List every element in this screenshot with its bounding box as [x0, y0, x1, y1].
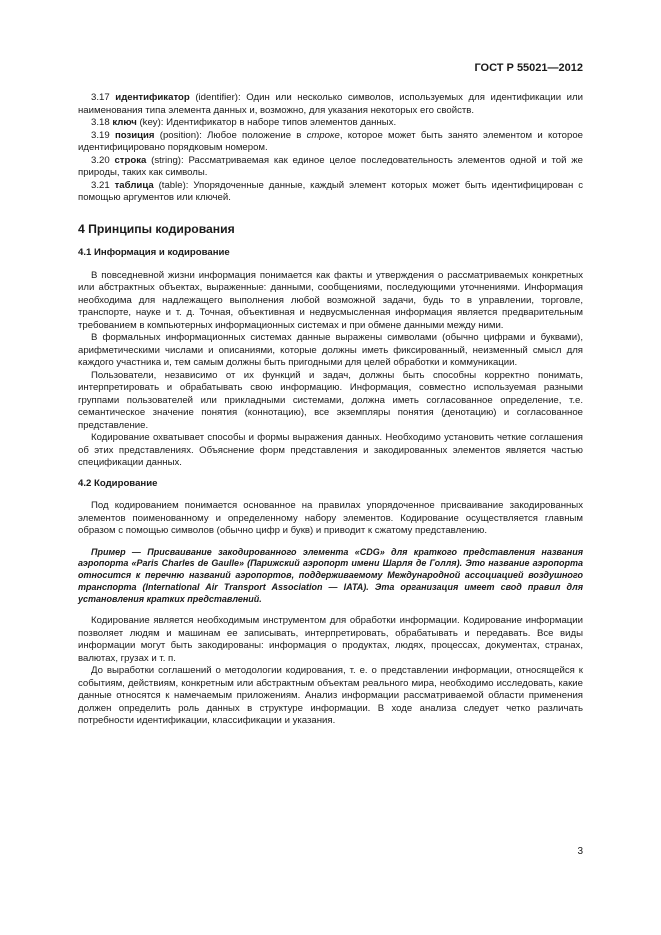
definition-text: (string): Рассматриваемая как единое целое последовательность элементов одной и той же природы, таких как символы. [78, 154, 583, 178]
example-text: Пример — Присваивание закодированного элемента «CDG» для краткого представления названия аэропорта «Paris Charles de Gaulle» (Парижский аэропорт имени Шарля де Голля). Это название аэропорта относится к перечню названий аэропортов, поддерживаемому Международной ассоциацией воздушного транспорта (International Air Transport Association — IATA). Эта организация имеет свод правил для установления кратких представлений. [78, 546, 583, 604]
definition-text: , которое может быть занято элементом и которое идентифицировано порядковым номером. [78, 129, 583, 153]
definition-3-18 [78, 117, 583, 130]
paragraph: Кодирование охватывает способы и формы выражения данных. Необходимо установить четкие соглашения об этих представлениях. Объяснение форм представления и закодированных элементов является частью спецификации данных. [78, 432, 583, 468]
definition-text: (identifier): Один или несколько символов, используемых для идентификации или наименования типа элемента данных и, возможно, для указания некоторых его свойств. [78, 92, 583, 116]
paragraph: В повседневной жизни информация понимается как факты и утверждения о рассматриваемых конкретных или абстрактных объектах, выраженные: данными, сообщениями, последующими уточнениями. Информация необходима для надлежащего выполнения любой возможной задачи, будь то в управлении, торговле, транспорте, науке и т. д. Точная, объективная и недвусмысленная информация является предварительным требованием в компьютерных информационных системах и при обмене данными между ними. [78, 269, 583, 331]
definition-text: (key): Идентификатор в наборе типов элементов данных. [136, 117, 397, 128]
paragraph: В формальных информационных системах данные выражены символами (обычно цифрами и буквами), арифметическими числами и описаниями, которые должны иметь фиксированный, неизменный смысл для каждого участника и, тем самым должны быть пригодными для целей обработки и коммуникации. [78, 332, 583, 368]
definition-number: 3.20 [91, 154, 110, 166]
definition-number: 3.17 [91, 92, 110, 103]
page-content [78, 92, 583, 728]
definition-3-19 [78, 130, 583, 155]
definition-number: 3.19 [91, 129, 110, 141]
definition-number: 3.21 [91, 179, 110, 191]
definition-3-17 [78, 92, 583, 117]
section-title: 4 Принципы кодирования [78, 221, 235, 236]
subsection-title: 4.2 Кодирование [78, 477, 158, 489]
page-number: 3 [577, 846, 583, 857]
definition-term: таблица [114, 179, 154, 191]
definition-term: строка [114, 154, 147, 166]
paragraph: Под кодированием понимается основанное на правилах упорядоченное присваивание закодированных элементов поименованному и определенному набору элементов. Кодирование осуществляется главным образом с помощью символов (обычно цифр и букв) и приводит к сжатому представлению. [78, 500, 583, 536]
subsection-title: 4.1 Информация и кодирование [78, 247, 230, 258]
document-header-standard: ГОСТ Р 55021—2012 [474, 62, 583, 74]
paragraph: До выработки соглашений о методологии кодирования, т. е. о представлении информации, относящейся к событиям, действиям, конкретным или абстрактным объектам реального мира, необходимо исследовать, какие данные относятся к намечаемым приложениям. Анализ информации рассматриваемой области применения должен определить роль данных в структуре информации. В ходе анализа следует четко различать потребности идентификации, классификации и указания. [78, 665, 583, 727]
definition-number: 3.18 [91, 117, 110, 128]
paragraph: Пользователи, независимо от их функций и задач, должны быть способны корректно понимать, интерпретировать и обрабатывать свою информацию. Информация, совместно используемая разными группами пользователей или прикладными системами, должна иметь согласованное определение, т.е. семантическое значение понятия (коннотацию), все экземпляры понятия (денотацию) и согласованное представление. [78, 369, 583, 431]
definition-3-20 [78, 155, 583, 180]
definition-3-21 [78, 180, 583, 205]
definition-term: позиция [114, 129, 155, 141]
example-block [78, 547, 583, 606]
definition-text: (position): Любое положение в [154, 129, 307, 141]
definitions-list [78, 92, 583, 205]
definition-text: (table): Упорядоченные данные, каждый элемент которых может быть идентифицирован с помощью аргументов или ключей. [78, 179, 583, 203]
paragraph: Кодирование является необходимым инструментом для обработки информации. Кодирование информации позволяет людям и машинам ее записывать, интерпретировать, обрабатывать и передавать. Все виды информации могут быть закодированы: информация о продуктах, людях, процессах, документах, странах, валютах, грузах и т. п. [78, 615, 583, 664]
definition-term: ключ [112, 117, 137, 128]
definition-italic-term: строке [306, 129, 340, 141]
definition-term: идентификатор [115, 92, 190, 103]
